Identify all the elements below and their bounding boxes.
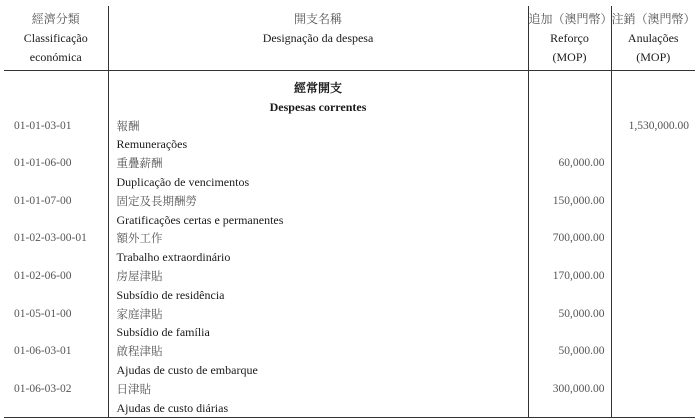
section-row-pt	[4, 98, 695, 117]
table-row	[4, 117, 695, 136]
row-anulacoes	[611, 380, 695, 399]
row-anulacoes	[611, 267, 695, 286]
header-reforco-zh: 追加（澳門幣）	[528, 12, 613, 26]
header-classification-pt-line1: Classificação	[23, 31, 88, 45]
row-anulacoes	[611, 154, 695, 173]
row-reforco: 50,000.00	[528, 305, 611, 324]
row-code: 01-06-03-01	[4, 342, 108, 361]
row-designation-pt: Gratificações certas e permanentes	[108, 211, 528, 230]
table-row	[4, 305, 695, 324]
row-designation-pt: Ajudas de custo diárias	[108, 399, 528, 418]
section-row-zh	[4, 79, 695, 98]
row-reforco: 60,000.00	[528, 154, 611, 173]
header-reforco-pt: Reforço	[550, 31, 589, 45]
spacer-row	[4, 71, 695, 80]
header-designation	[108, 6, 528, 71]
table-row	[4, 229, 695, 248]
row-designation-pt: Trabalho extraordinário	[108, 248, 528, 267]
header-designation-pt: Designação da despesa	[262, 31, 374, 45]
row-reforco: 700,000.00	[528, 229, 611, 248]
header-classification-zh: 經濟分類	[31, 12, 80, 26]
row-designation-pt: Remunerações	[108, 135, 528, 154]
row-code: 01-01-07-00	[4, 192, 108, 211]
row-anulacoes	[611, 305, 695, 324]
header-anulacoes-unit: (MOP)	[636, 50, 671, 64]
row-code: 01-05-01-00	[4, 305, 108, 324]
table-row-pt	[4, 399, 695, 418]
header-anulacoes-pt: Anulações	[627, 31, 679, 45]
row-designation-zh: 啟程津貼	[108, 342, 528, 361]
row-designation-zh: 固定及長期酬勞	[108, 192, 528, 211]
row-reforco: 300,000.00	[528, 380, 611, 399]
row-code: 01-01-06-00	[4, 154, 108, 173]
budget-table	[4, 6, 695, 418]
section-title-zh: 經常開支	[108, 79, 528, 98]
table-row-pt	[4, 211, 695, 230]
row-designation-zh: 報酬	[108, 117, 528, 136]
row-designation-pt: Subsídio de família	[108, 323, 528, 342]
table-row	[4, 267, 695, 286]
table-row-pt	[4, 248, 695, 267]
row-designation-zh: 房屋津貼	[108, 267, 528, 286]
row-designation-zh: 重疊薪酬	[108, 154, 528, 173]
table-row-pt	[4, 361, 695, 380]
table-row	[4, 192, 695, 211]
table-row-pt	[4, 135, 695, 154]
row-designation-zh: 日津貼	[108, 380, 528, 399]
row-anulacoes	[611, 342, 695, 361]
section-title-pt: Despesas correntes	[108, 98, 528, 117]
row-reforco: 50,000.00	[528, 342, 611, 361]
row-code: 01-02-03-00-01	[4, 229, 108, 248]
header-classification-pt-line2: económica	[29, 50, 82, 64]
row-anulacoes	[611, 192, 695, 211]
row-anulacoes: 1,530,000.00	[628, 119, 689, 132]
row-designation-pt: Subsídio de residência	[108, 286, 528, 305]
table-row	[4, 342, 695, 361]
row-reforco: 150,000.00	[528, 192, 611, 211]
table-row-pt	[4, 286, 695, 305]
row-code: 01-06-03-02	[4, 380, 108, 399]
row-reforco	[528, 117, 611, 136]
row-designation-pt: Duplicação de vencimentos	[108, 173, 528, 192]
header-anulacoes	[611, 6, 695, 71]
row-reforco: 170,000.00	[528, 267, 611, 286]
header-classification	[4, 6, 108, 71]
header-reforco-unit: (MOP)	[552, 50, 587, 64]
table-row	[4, 380, 695, 399]
table-row-pt	[4, 323, 695, 342]
header-reforco	[528, 6, 611, 71]
row-designation-pt: Ajudas de custo de embarque	[108, 361, 528, 380]
table-header-row	[4, 6, 695, 71]
table-row	[4, 154, 695, 173]
row-designation-zh: 額外工作	[108, 229, 528, 248]
row-anulacoes	[611, 229, 695, 248]
header-designation-zh: 開支名稱	[293, 12, 342, 26]
row-designation-zh: 家庭津貼	[108, 305, 528, 324]
row-code: 01-02-06-00	[4, 267, 108, 286]
header-anulacoes-zh: 注銷（澳門幣）	[611, 12, 696, 26]
table-row-pt	[4, 173, 695, 192]
row-code: 01-01-03-01	[4, 117, 108, 136]
